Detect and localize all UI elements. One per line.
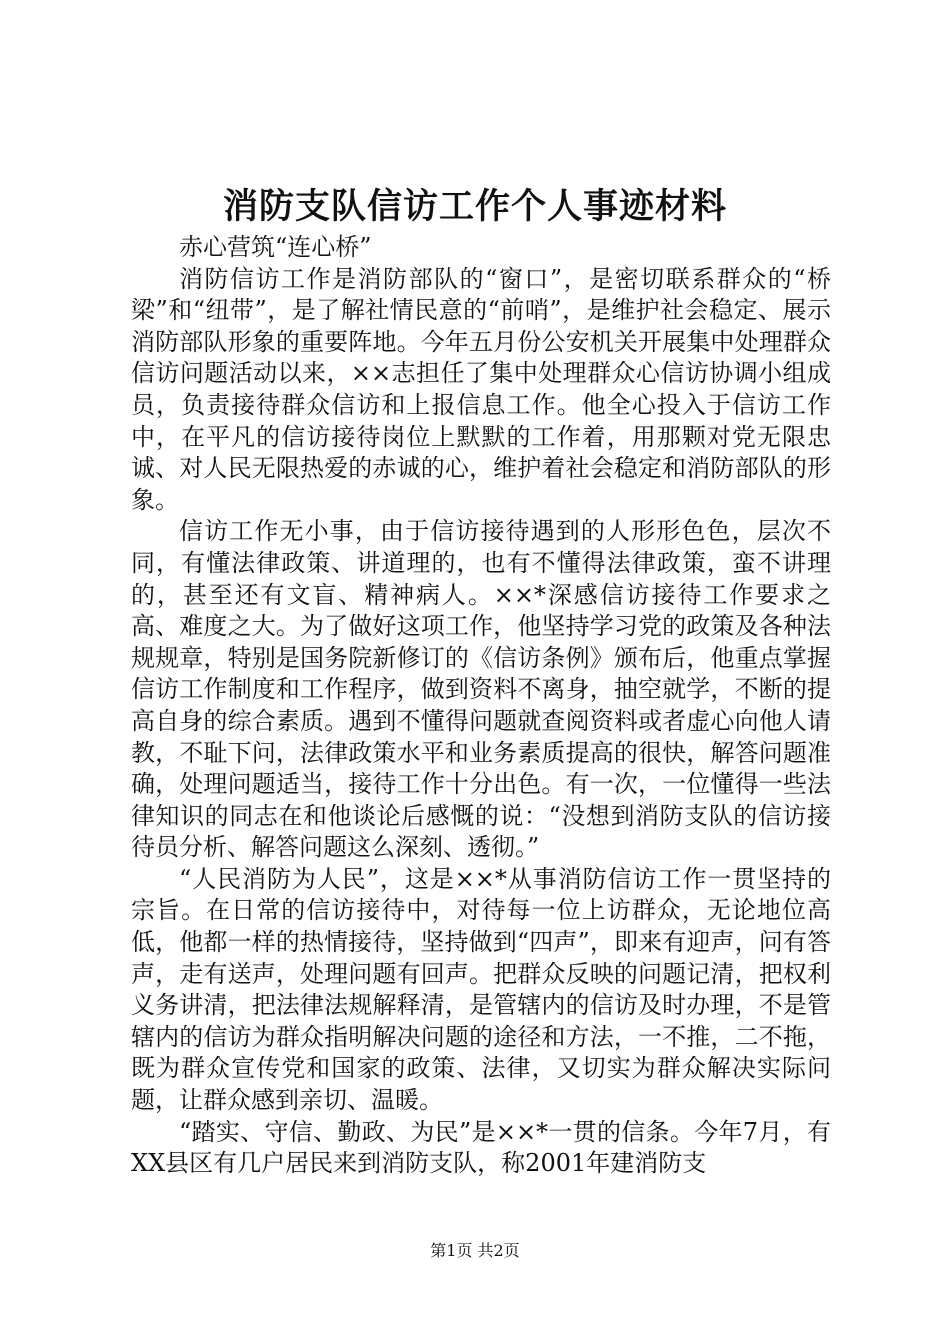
body-paragraph-1: 消防信访工作是消防部队的“窗口”，是密切联系群众的“桥梁”和“纽带”，是了解社情民意的“前哨”，是维护社会稳定、展示消防部队形象的重要阵地。今年五月份公安机关开展集中处理群众信访问题活动以来，××志担任了集中处理群众心信访协调小组成员，负责接待群众信访和上报信息工作。他全心投入于信访工作中，在平凡的信访接待岗位上默默的工作着，用那颗对党无限忠诚、对人民无限热爱的赤诚的心，维护着社会稳定和消防部队的形象。 bbox=[131, 264, 831, 514]
page-number-footer: 第1页 共2页 bbox=[430, 1241, 520, 1260]
document-title: 消防支队信访工作个人事迹材料 bbox=[222, 186, 727, 227]
document-subtitle: 赤心营筑“连心桥” bbox=[179, 233, 372, 261]
body-paragraph-3: “人民消防为人民”，这是××*从事消防信访工作一贯坚持的宗旨。在日常的信访接待中，对待每一位上访群众，无论地位高低，他都一样的热情接待，坚持做到“四声”，即来有迎声，问有答声，走有送声，处理问题有回声。把群众反映的问题记清，把权利义务讲清，把法律法规解释清，是管辖内的信访及时办理，不是管辖内的信访为群众指明解决问题的途径和方法，一不推，二不拖，既为群众宣传党和国家的政策、法律，又切实为群众解决实际问题，让群众感到亲切、温暖。 bbox=[131, 864, 831, 1115]
document-body bbox=[131, 232, 831, 1180]
body-paragraph-4: “踏实、守信、勤政、为民”是××*一贯的信条。今年7月，有XX县区有几户居民来到消防支队，称2001年建消防支 bbox=[131, 1117, 831, 1178]
body-paragraph-2: 信访工作无小事，由于信访接待遇到的人形形色色，层次不同，有懂法律政策、讲道理的，也有不懂得法律政策，蛮不讲理的，甚至还有文盲、精神病人。××*深感信访接待工作要求之高、难度之大。为了做好这项工作，他坚持学习党的政策及各种法规规章，特别是国务院新修订的《信访条例》颁布后，他重点掌握信访工作制度和工作程序，做到资料不离身，抽空就学，不断的提高自身的综合素质。遇到不懂得问题就查阅资料或者虚心向他人请教，不耻下问，法律政策水平和业务素质提高的很快，解答问题准确，处理问题适当，接待工作十分出色。有一次，一位懂得一些法律知识的同志在和他谈论后感慨的说：“没想到消防支队的信访接待员分析、解答问题这么深刻、透彻。” bbox=[131, 517, 831, 862]
